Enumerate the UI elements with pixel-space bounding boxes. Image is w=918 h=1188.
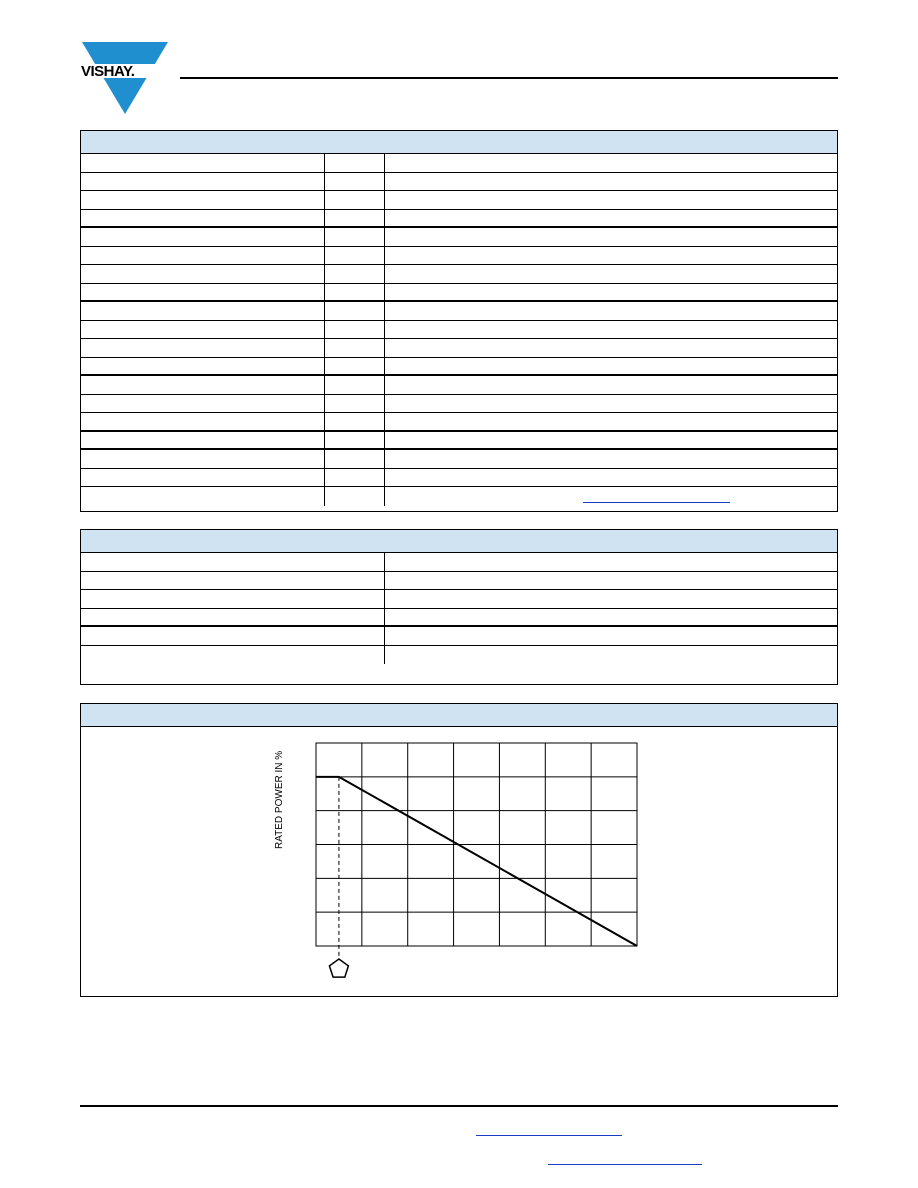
dimensions-table bbox=[80, 529, 838, 685]
footer-link-legal[interactable] bbox=[548, 1164, 702, 1165]
series-line bbox=[316, 777, 637, 946]
header-rule bbox=[180, 77, 838, 79]
table-row bbox=[81, 395, 837, 414]
table-row bbox=[81, 358, 837, 377]
table-row bbox=[81, 210, 837, 229]
table-row bbox=[81, 191, 837, 210]
dimensions-table-header bbox=[81, 530, 837, 553]
table-row bbox=[81, 376, 837, 395]
pentagon-symbol bbox=[329, 959, 348, 977]
table-row bbox=[81, 469, 837, 488]
table-row bbox=[81, 646, 837, 665]
table-row bbox=[81, 302, 837, 321]
table-row bbox=[81, 609, 837, 628]
footer-rule bbox=[80, 1105, 838, 1107]
datasheet-link[interactable] bbox=[583, 502, 730, 503]
specifications-table-header bbox=[81, 131, 837, 154]
table-row bbox=[81, 228, 837, 247]
table-row bbox=[81, 413, 837, 432]
table-row bbox=[81, 487, 837, 506]
table-row bbox=[81, 590, 837, 609]
table-row bbox=[81, 572, 837, 591]
table-row bbox=[81, 284, 837, 303]
table-row bbox=[81, 627, 837, 646]
table-row bbox=[81, 553, 837, 572]
chart-grid bbox=[316, 743, 637, 946]
vishay-logo bbox=[80, 42, 180, 114]
table-row bbox=[81, 265, 837, 284]
table-row bbox=[81, 432, 837, 451]
y-axis-label: RATED POWER IN % bbox=[274, 750, 285, 849]
table-row bbox=[81, 173, 837, 192]
table-row bbox=[81, 339, 837, 358]
table-row bbox=[81, 321, 837, 340]
brand-wordmark: VISHAY. bbox=[81, 63, 135, 80]
table-row bbox=[81, 450, 837, 469]
table-row bbox=[81, 154, 837, 173]
table-row bbox=[81, 247, 837, 266]
derating-chart bbox=[81, 704, 837, 996]
derating-panel bbox=[80, 703, 838, 997]
specifications-table bbox=[80, 130, 838, 512]
footer-link-website[interactable] bbox=[476, 1135, 622, 1136]
